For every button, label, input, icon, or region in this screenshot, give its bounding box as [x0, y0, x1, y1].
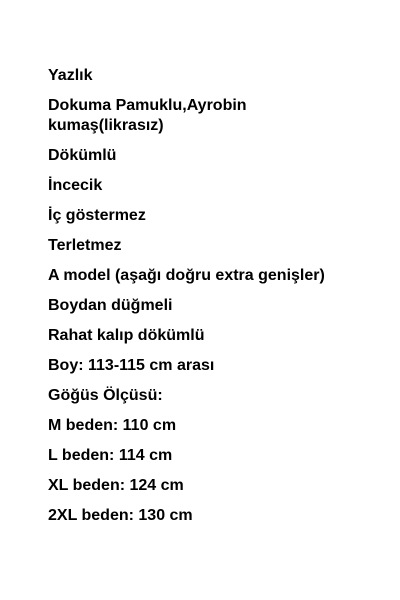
size-length: Boy: 113-115 cm arası [48, 357, 215, 374]
feature-buttons: Boydan düğmeli [48, 297, 173, 314]
size-m: M beden: 110 cm [48, 417, 177, 434]
product-description [48, 66, 368, 536]
feature-drape: Dökümlü [48, 147, 117, 164]
size-l: L beden: 114 cm [48, 447, 173, 464]
feature-summer: Yazlık [48, 67, 93, 84]
size-2xl: 2XL beden: 130 cm [48, 507, 193, 524]
feature-breathable: Terletmez [48, 237, 122, 254]
feature-a-line: A model (aşağı doğru extra genişler) [48, 267, 325, 284]
feature-opaque: İç göstermez [48, 207, 146, 224]
size-xl: XL beden: 124 cm [48, 477, 184, 494]
size-chest-heading: Göğüs Ölçüsü: [48, 387, 163, 404]
feature-fit: Rahat kalıp dökümlü [48, 327, 205, 344]
feature-thin: İncecik [48, 177, 103, 194]
feature-fabric: Dokuma Pamuklu,Ayrobin kumaş(likrasız) [48, 97, 247, 134]
